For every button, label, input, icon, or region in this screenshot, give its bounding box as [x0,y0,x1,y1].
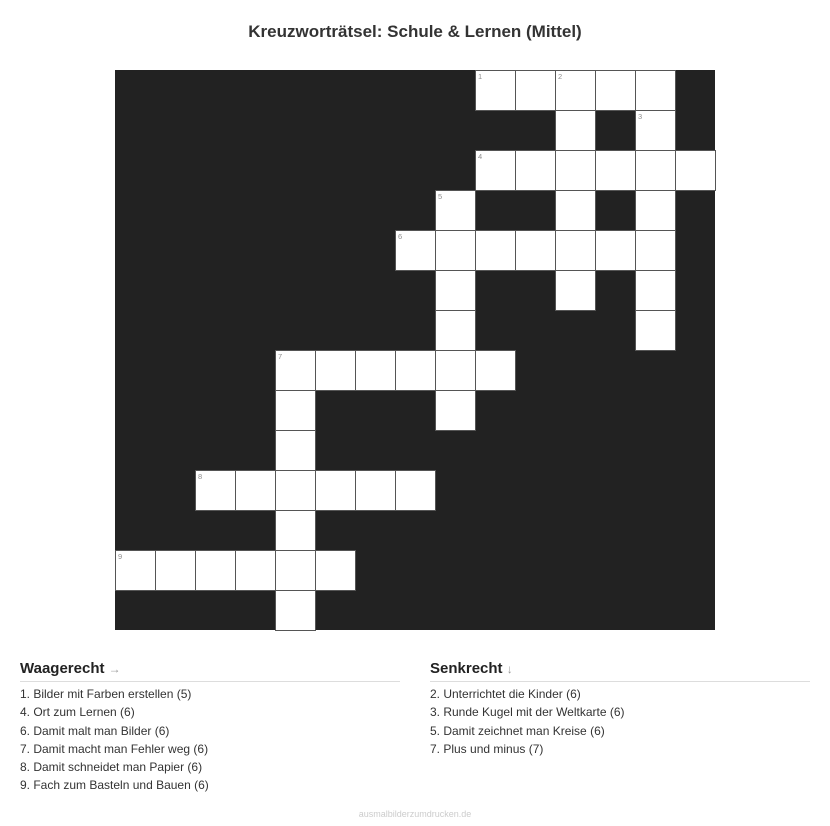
grid-cell-r7-c6[interactable] [355,350,396,391]
across-heading [20,660,400,682]
grid-cell-r10-c4[interactable] [275,470,316,511]
cell-number: 6 [398,232,403,241]
grid-cell-r8-c4[interactable] [275,390,316,431]
cell-number: 1 [478,72,483,81]
across-clue: 9. Fach zum Basteln und Bauen (6) [20,778,209,793]
grid-cell-r8-c8[interactable] [435,390,476,431]
grid-cell-r1-c13[interactable] [635,110,676,151]
cell-number: 5 [438,192,443,201]
down-section [430,660,810,795]
clues-section [20,660,810,795]
grid-cell-r9-c4[interactable] [275,430,316,471]
grid-cell-r7-c8[interactable] [435,350,476,391]
down-heading-label: Senkrecht [430,660,503,677]
across-clue: 1. Bilder mit Farben erstellen (5) [20,687,192,701]
grid-cell-r7-c7[interactable] [395,350,436,391]
grid-cell-r0-c13[interactable] [635,70,676,111]
grid-cell-r2-c10[interactable] [515,150,556,191]
grid-cell-r4-c13[interactable] [635,230,676,271]
cell-number: 3 [638,112,643,121]
grid-cell-r12-c1[interactable] [155,550,196,591]
cell-number: 7 [278,352,283,361]
grid-cell-r12-c5[interactable] [315,550,356,591]
grid-cell-r0-c10[interactable] [515,70,556,111]
down-heading [430,660,810,682]
down-clue: 7. Plus und minus (7) [430,741,544,756]
grid-cell-r12-c3[interactable] [235,550,276,591]
grid-cell-r2-c12[interactable] [595,150,636,191]
grid-cell-r10-c5[interactable] [315,470,356,511]
down-clue: 2. Unterrichtet die Kinder (6) [430,687,581,701]
across-clue-list [20,685,400,795]
grid-cell-r2-c13[interactable] [635,150,676,191]
crossword-grid [115,70,715,630]
grid-cell-r10-c3[interactable] [235,470,276,511]
grid-cell-r0-c9[interactable] [475,70,516,111]
grid-cell-r6-c13[interactable] [635,310,676,351]
across-clue: 8. Damit schneidet man Papier (6) [20,760,203,775]
grid-cell-r11-c4[interactable] [275,510,316,551]
grid-cell-r5-c11[interactable] [555,270,596,311]
grid-cell-r4-c7[interactable] [395,230,436,271]
grid-cell-r1-c11[interactable] [555,110,596,151]
across-clue: 4. Ort zum Lernen (6) [20,705,135,720]
page-title: Kreuzworträtsel: Schule & Lernen (Mittel) [248,22,582,41]
grid-cell-r5-c8[interactable] [435,270,476,311]
arrow-right-icon: → [108,662,121,676]
grid-cell-r7-c9[interactable] [475,350,516,391]
footer-watermark: ausmalbilderzumdrucken.de [358,809,472,819]
grid-cell-r5-c13[interactable] [635,270,676,311]
grid-cell-r6-c8[interactable] [435,310,476,351]
down-clue: 5. Damit zeichnet man Kreise (6) [430,723,605,738]
grid-cell-r12-c0[interactable] [115,550,156,591]
grid-cell-r7-c4[interactable] [275,350,316,391]
down-clue-list [430,685,810,758]
cell-number: 2 [558,72,563,81]
across-clue: 7. Damit macht man Fehler weg (6) [20,741,209,756]
grid-cell-r4-c9[interactable] [475,230,516,271]
grid-cell-r4-c10[interactable] [515,230,556,271]
grid-cell-r2-c14[interactable] [675,150,716,191]
grid-cell-r0-c11[interactable] [555,70,596,111]
across-section [20,660,400,795]
down-clue: 3. Runde Kugel mit der Weltkarte (6) [430,705,625,720]
grid-cell-r3-c11[interactable] [555,190,596,231]
grid-cell-r12-c4[interactable] [275,550,316,591]
grid-cell-r12-c2[interactable] [195,550,236,591]
across-heading-label: Waagerecht [20,660,105,677]
cell-number: 9 [118,552,123,561]
arrow-down-icon: ↓ [506,662,513,676]
grid-cell-r3-c8[interactable] [435,190,476,231]
across-clue: 6. Damit malt man Bilder (6) [20,723,170,738]
grid-cell-r4-c8[interactable] [435,230,476,271]
grid-cell-r2-c11[interactable] [555,150,596,191]
cell-number: 8 [198,472,203,481]
grid-cell-r3-c13[interactable] [635,190,676,231]
grid-cell-r10-c6[interactable] [355,470,396,511]
grid-cell-r2-c9[interactable] [475,150,516,191]
cell-number: 4 [478,152,483,161]
grid-cell-r10-c2[interactable] [195,470,236,511]
grid-cell-r4-c12[interactable] [595,230,636,271]
grid-cell-r13-c4[interactable] [275,590,316,631]
grid-cell-r7-c5[interactable] [315,350,356,391]
grid-cell-r4-c11[interactable] [555,230,596,271]
grid-cell-r0-c12[interactable] [595,70,636,111]
grid-cell-r10-c7[interactable] [395,470,436,511]
